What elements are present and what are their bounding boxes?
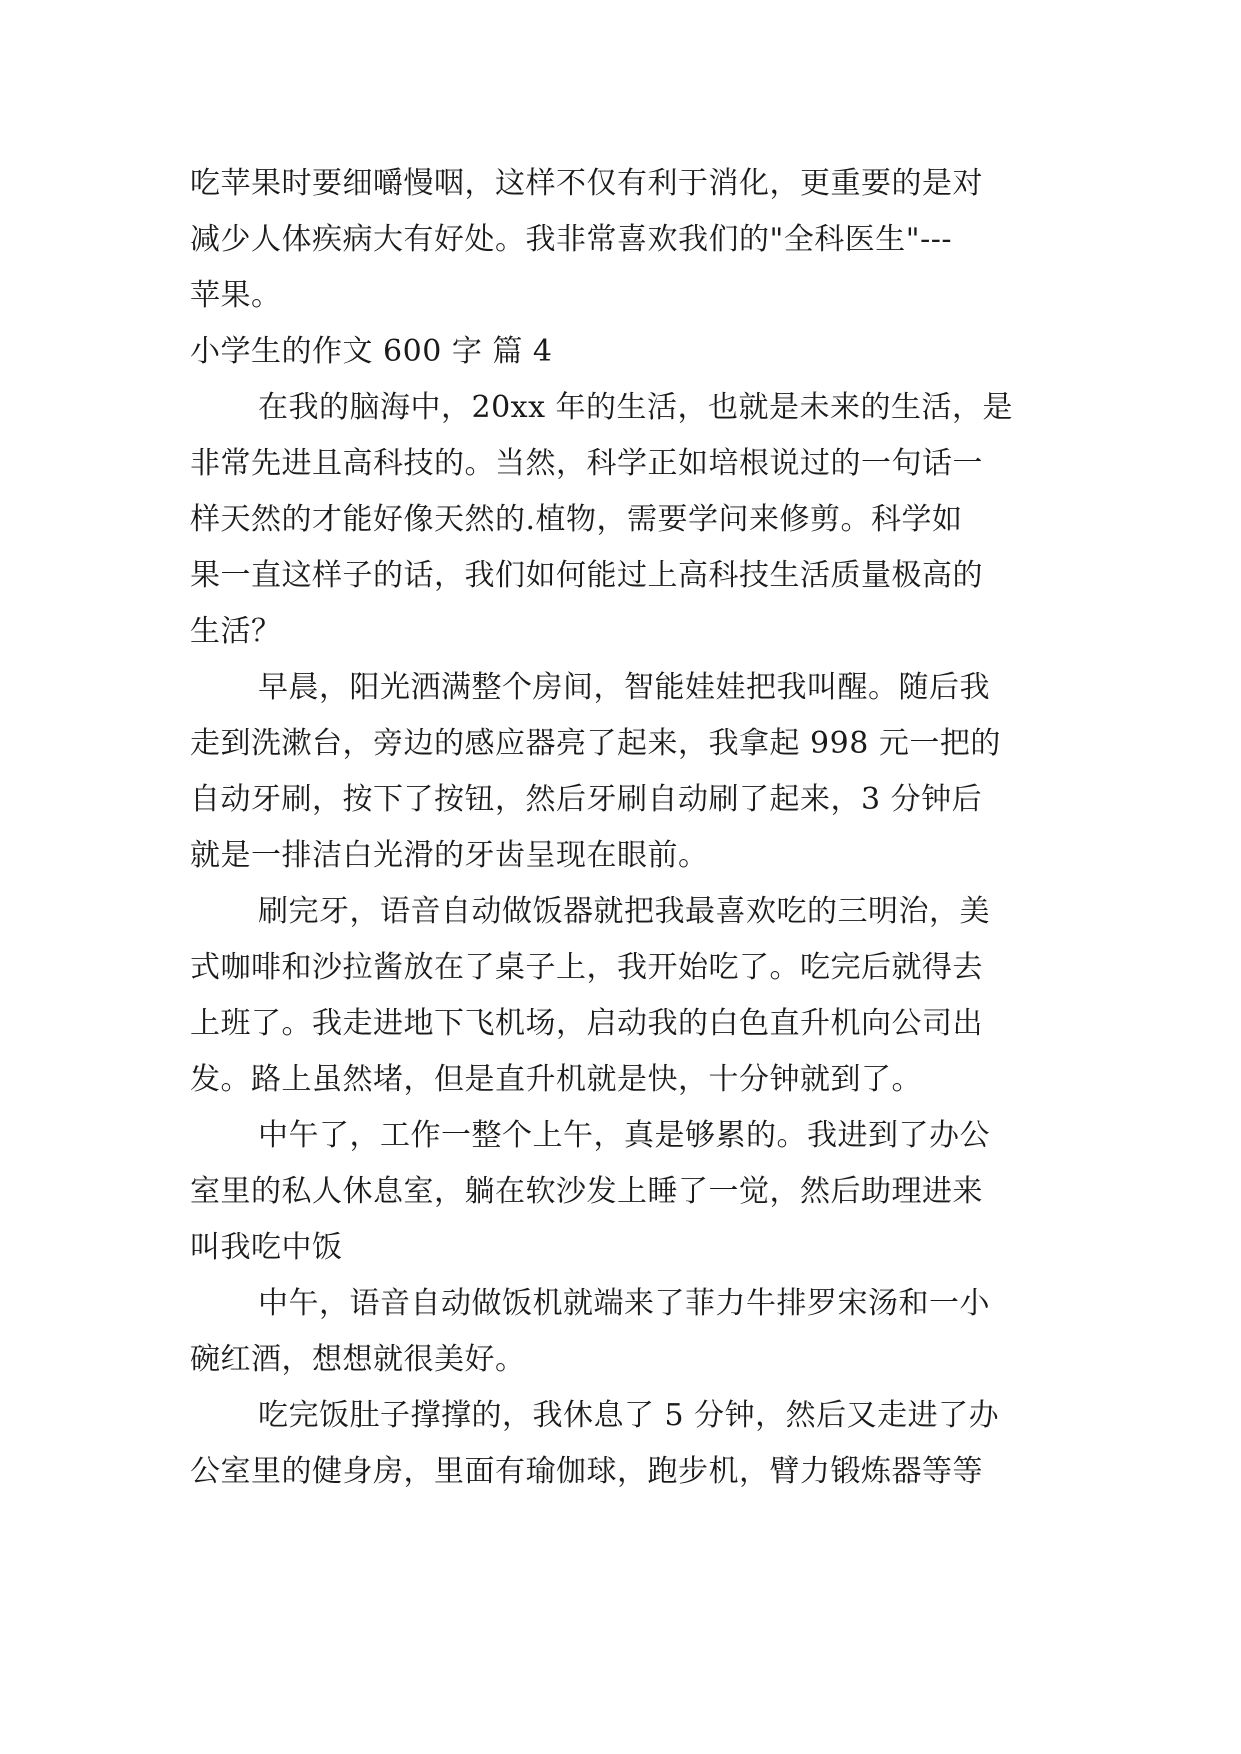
paragraph-first-line: 刷完牙，语音自动做饭器就把我最喜欢吃的三明治，美 bbox=[258, 894, 990, 929]
text-line: 叫我吃中饭 bbox=[190, 1230, 343, 1265]
text-line: 室里的私人休息室，躺在软沙发上睡了一觉，然后助理进来 bbox=[190, 1174, 983, 1209]
paragraph-first-line: 中午，语音自动做饭机就端来了菲力牛排罗宋汤和一小 bbox=[258, 1286, 990, 1321]
text-line: 就是一排洁白光滑的牙齿呈现在眼前。 bbox=[190, 838, 709, 873]
text-line: 走到洗漱台，旁边的感应器亮了起来，我拿起 998 元一把的 bbox=[190, 726, 1001, 761]
text-line: 公室里的健身房，里面有瑜伽球，跑步机，臂力锻炼器等等 bbox=[190, 1454, 983, 1489]
text-line: 样天然的才能好像天然的.植物，需要学问来修剪。科学如 bbox=[190, 502, 963, 537]
text-line: 式咖啡和沙拉酱放在了桌子上，我开始吃了。吃完后就得去 bbox=[190, 950, 983, 985]
paragraph-first-line: 早晨，阳光洒满整个房间，智能娃娃把我叫醒。随后我 bbox=[258, 670, 990, 705]
section-heading: 小学生的作文 600 字 篇 4 bbox=[190, 334, 553, 369]
text-line: 碗红酒，想想就很美好。 bbox=[190, 1342, 526, 1377]
text-line: 减少人体疾病大有好处。我非常喜欢我们的"全科医生"--- bbox=[190, 222, 953, 257]
text-line: 自动牙刷，按下了按钮，然后牙刷自动刷了起来，3 分钟后 bbox=[190, 782, 983, 817]
paragraph-first-line: 在我的脑海中，20xx 年的生活，也就是未来的生活，是 bbox=[258, 390, 1014, 425]
text-line: 发。路上虽然堵，但是直升机就是快，十分钟就到了。 bbox=[190, 1062, 922, 1097]
text-line: 果一直这样子的话，我们如何能过上高科技生活质量极高的 bbox=[190, 558, 983, 593]
text-line: 生活？ bbox=[190, 614, 282, 649]
text-line: 吃苹果时要细嚼慢咽，这样不仅有利于消化，更重要的是对 bbox=[190, 166, 983, 201]
text-line: 苹果。 bbox=[190, 278, 282, 313]
text-line: 非常先进且高科技的。当然，科学正如培根说过的一句话一 bbox=[190, 446, 983, 481]
text-line: 上班了。我走进地下飞机场，启动我的白色直升机向公司出 bbox=[190, 1006, 983, 1041]
paragraph-first-line: 吃完饭肚子撑撑的，我休息了 5 分钟，然后又走进了办 bbox=[258, 1398, 1000, 1433]
paragraph-first-line: 中午了，工作一整个上午，真是够累的。我进到了办公 bbox=[258, 1118, 990, 1153]
